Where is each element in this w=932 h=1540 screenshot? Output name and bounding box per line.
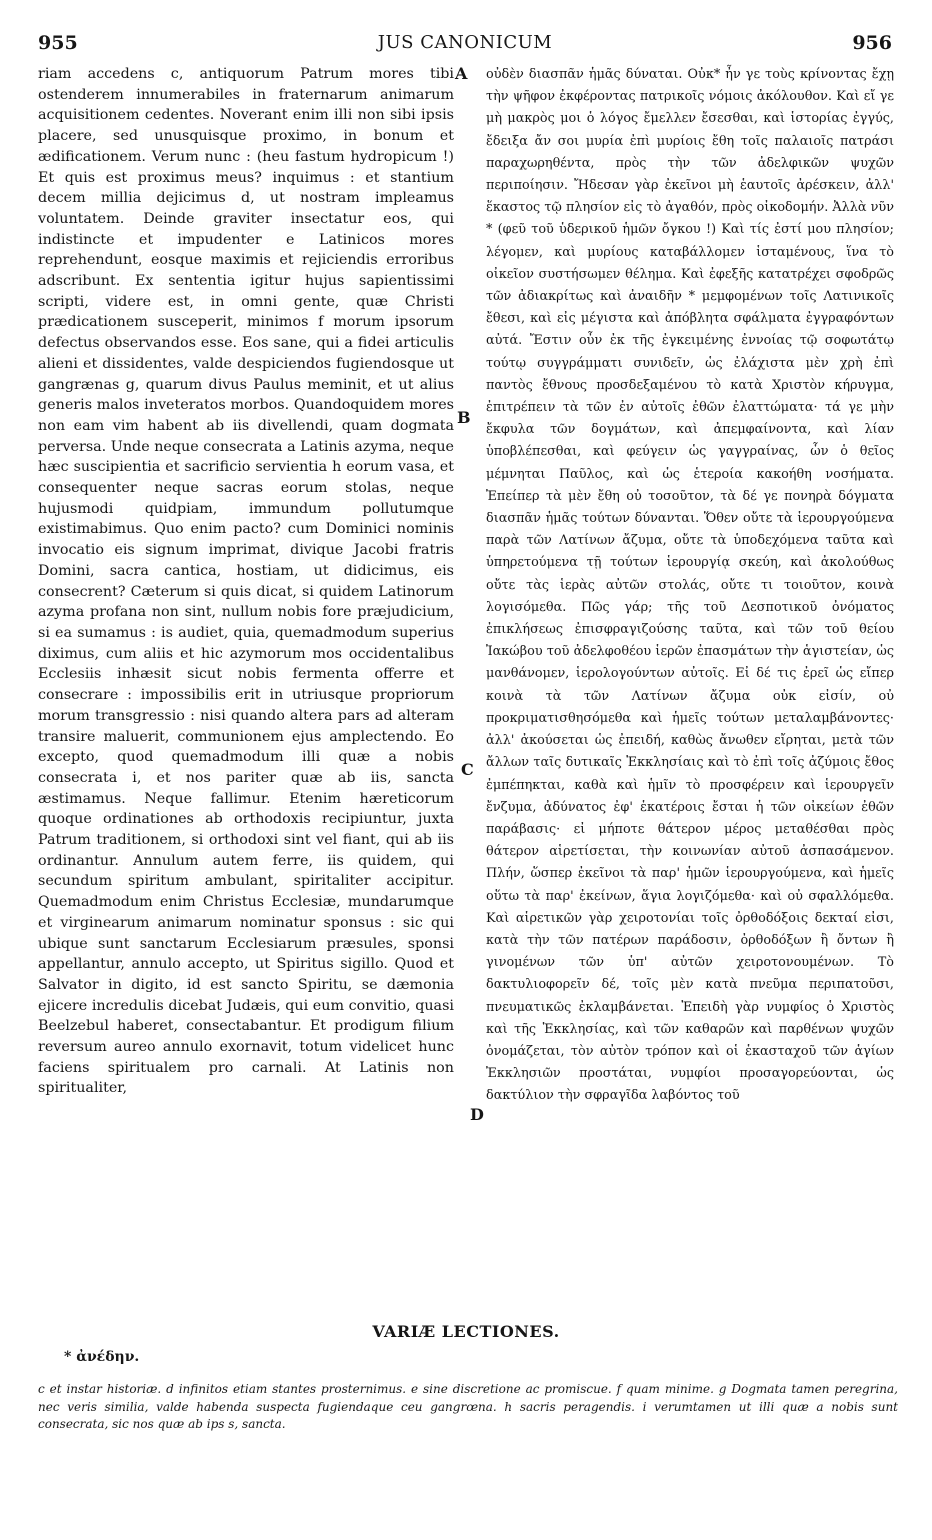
- latin-variant-notes: c et instar historiæ. d infinitos etiam stantes prosternimus. e sine discretione ac promiscue. f quam minime. g Dogmata tamen peregrina, nec veris similia, valde habenda suspecta fugiendaque ceu gangrœna. h sacris peragendis. i verumtamen ut illi quæ a nobis sunt consecrata, sic nos quæ ab ips s, sancta.: [38, 1382, 898, 1431]
- page-number-right: 956: [852, 32, 892, 54]
- latin-column: [38, 64, 454, 1312]
- greek-variant-note: * ἀνέδην.: [64, 1349, 140, 1365]
- page-header: [38, 30, 892, 54]
- greek-text: οὐδὲν διασπᾶν ἡμᾶς δύναται. Οὐκ* ἦν γε τοὺς κρίνοντας ἔχῃ τὴν ψῆφον ἐκφέροντας πατρικοῖς νόμοις ἀκόλουθον. Καὶ εἴ γε μὴ μακρὸς μοι ὁ λόγος ἔμελλεν ἔσεσθαι, καὶ ἱστορίας ἐγγύς, ἔδειξα ἄν σοι μυρία ἐπὶ μυρίοις ἔθη τοῖς παλαιοῖς πατράσι παραχωρηθέντα, πρὸς τὴν τῶν ἀδελφικῶν ψυχῶν περιποίησιν. Ἤδεσαν γὰρ ἐκεῖνοι μὴ ἑαυτοῖς ἀρέσκειν, ἀλλ' ἕκαστος τῷ πλησίον εἰς τὸ ἀγαθόν, πρὸς οἰκοδομήν. Ἀλλὰ νῦν * (φεῦ τοῦ ὑδερικοῦ ἡμῶν ὄγκου !) Καὶ τίς ἐστί μου πλησίον; λέγομεν, καὶ μυρίους καταβάλλομεν ἱσταμένους, ἵνα τὸ οἰκεῖον συστήσωμεν θέλημα. Καὶ ἐφεξῆς κατατρέχει σφοδρῶς τῶν ἀδιακρίτως καὶ ἀναιδῆν * μεμφομένων τοῖς Λατινικοῖς ἔθεσι, καὶ εἰς μέγιστα καὶ ἀπόβλητα σφάλματα ἐγγραφόντων αὐτά. Ἔστιν οὖν ἐκ τῆς ἐγκειμένης ἐννοίας τῷ σοφωτάτῳ τούτῳ συγγράμματι συνιδεῖν, ὡς ἐλάχιστα μὲν χρὴ ἐπὶ παντὸς ἔθνους προσδεξαμένου τὸ κατὰ Χριστὸν κήρυγμα, ἐπιτρέπειν τὰ τῶν ἐν αὐτοῖς ἐθῶν ἐλαττώματα· τά γε μὴν ἔκφυλα τῶν δογμάτων, καὶ ἀπεμφαίνοντα, καὶ λίαν ὑποβλέπεσθαι, καὶ φεύγειν ὡς γαγγραίνας, ὧν ὁ θεῖος μέμνηται Παῦλος, καὶ ὡς ἑτεροία κακοήθη νοσήματα. Ἐπείπερ τὰ μὲν ἔθη οὐ τοσοῦτον, τὰ δέ γε πονηρὰ δόγματα διασπᾶν ἡμᾶς τούτων δύνανται. Ὅθεν οὔτε τὰ ἱερουργούμενα παρὰ τῶν Λατίνων ἄζυμα, οὔτε τὰ ὑποδεχόμενα ταῦτα καὶ ὑπηρετούμενα τῇ τούτων ἱερουργίᾳ σκεύη, καὶ ἀκολούθως οὔτε τὰς ἱερὰς αὐτῶν στολάς, οὔτε τι τοιοῦτον, κοινὰ λογισόμεθα. Πῶς γάρ; τῆς τοῦ Δεσποτικοῦ ὀνόματος ἐπικλήσεως ἐπισφραγιζούσης ταῦτα, καὶ τῶν τοῦ θείου Ἰακώβου τοῦ ἀδελφοθέου ἱερῶν ἐπασμάτων τὴν ἁγιστείαν, ὡς μανθάνομεν, ἱερολογούντων αὐτοῖς. Εἰ δέ τις ἐρεῖ ὡς εἴπερ κοινὰ τὰ τῶν Λατίνων ἄζυμα οὐκ εἰσίν, οὐ προκριματισθησόμεθα καὶ ἡμεῖς τούτων μεταλαμβάνοντες· ἀλλ' ἀκούσεται ὡς ἐπειδή, καθὼς ἄνωθεν εἴρηται, μετὰ τῶν ἄλλων ταῖς δυτικαῖς Ἐκκλησίαις καὶ τὸ ἐπὶ τοῖς ἀζύμοις ἔθος ἐμπέπηκται, καθὰ καὶ ἡμῖν τὸ προσφέρειν καὶ ἱερουργεῖν ἔνζυμα, ἀδύνατος ἐφ' ἑκατέροις ἔσται ἡ τῶν οἰκείων ἐθῶν παράβασις· εἰ μήποτε θάτερον μέρος μεταθέσθαι πρὸς θάτερον αἱρετίσεται, τὴν κοινωνίαν αὐτοῦ ἀσπασάμενον. Πλήν, ὥσπερ ἐκεῖνοι τὰ παρ' ἡμῶν ἱερουργούμενα, καὶ ἡμεῖς οὕτω τὰ παρ' ἐκείνων, ἅγια λογιζόμεθα· καὶ οὐ σφαλλόμεθα. Καὶ αἱρετικῶν γὰρ χειροτονίαι τοῖς ὀρθοδόξοις δεκταί εἰσι, κατὰ τὴν τῶν πατέρων παράδοσιν, ὀρθοδόξων ἢ ὄντων ἢ γινομένων τῶν ὑπ' αὐτῶν χειροτονουμένων. Τὸ δακτυλιοφορεῖν δέ, τοῖς μὲν κατὰ πνεῦμα περιπατοῦσι, πνευματικῶς ἐκλαμβάνεται. Ἐπειδὴ γὰρ νυμφίος ὁ Χριστὸς καὶ τῆς Ἐκκλησίας, καὶ τῶν καθαρῶν καὶ παρθένων ψυχῶν ὀνομάζεται, τὸν αὐτὸν τρόπον καὶ οἱ ἑκασταχοῦ τῶν ἁγίων Ἐκκλησιῶν προστάται, νυμφίοι προσαγορεύονται, ὡς δακτύλιον τὴν σφραγῖδα λαβόντος τοῦ: [486, 67, 894, 1104]
- running-title: JUS CANONICUM: [377, 32, 553, 53]
- variae-lectiones-title: VARIÆ LECTIONES.: [372, 1322, 560, 1341]
- page-number-left: 955: [38, 32, 78, 54]
- margin-marker-d: D: [470, 1105, 484, 1124]
- margin-marker-c: C: [461, 760, 474, 779]
- greek-column: [486, 64, 894, 1312]
- margin-marker-b: B: [457, 408, 471, 427]
- margin-marker-a: A: [455, 64, 468, 83]
- latin-text: riam accedens c, antiquorum Patrum mores tibi ostenderem innumerabiles in fraternarum animarum acquisitionem cedentes. Noverant enim illi non sibi ipsis placere, sed unusquisque proximo, in bonum et ædificationem. Verum nunc : (heu fastum hydropicum !) Et quis est proximus meus? inquimus : et stantium decem millia dejicimus d, ut nostram impleamus voluntatem. Deinde graviter insectatur eos, qui indistincte et impudenter e Latinicos mores reprehendunt, eosque maximis et rejiciendis erroribus adscribunt. Ex sententia igitur hujus sapientissimi scripti, videre est, in omni gente, quæ Christi prædicationem susceperit, minimos f morum ipsorum defectus observandos esse. Eos sane, qui a fidei articulis alieni et dissidentes, valde despiciendos fugiendosque ut gangrænas g, quarum divus Paulus meminit, et ut alius generis malos inveteratos morbos. Quandoquidem mores non eam vim habent ab iis divellendi, quam dogmata perversa. Unde neque consecrata a Latinis azyma, neque hæc suscipientia et sacrificio servientia h eorum vasa, et consequenter neque sacras eorum stolas, neque hujusmodi quidpiam, immundum pollutumque existimabimus. Quo enim pacto? cum Dominici nominis invocatio eis signum imprimat, divique Jacobi fratris Domini, sacra cantica, hostiam, ut didicimus, eis consecrent? Cæterum si quis dicat, si quidem Latinorum azyma profana non sint, nullum nobis fore præjudicium, si ea sumamus : is audiet, quia, quemadmodum superius diximus, cum aliis et hic azymorum mos occidentalibus Ecclesiis inhæsit sicut nobis fermenta offerre et consecrare : impossibilis erit in utriusque propriorum morum transgressio : nisi quando altera pars ad alteram transire maluerit, communionem ejus amplectendo. Eo excepto, quod quemadmodum illi quæ a nobis consecrata i, et nos pariter quæ ab iis, sancta æstimamus. Neque fallimur. Etenim hæreticorum quoque ordinationes ab orthodoxis recipiuntur, juxta Patrum traditionem, si orthodoxi sint vel fiant, qui ab iis ordinantur. Annulum autem ferre, iis quidem, qui secundum spiritum ambulant, spiritaliter accipitur. Quemadmodum enim Christus Ecclesiæ, mundarumque et virginearum animarum nominatur sponsus : sic qui ubique sunt sanctarum Ecclesiarum præsules, sponsi appellantur, annulo accepto, ut Spiritus sigillo. Quod et Salvator in digito, id est sancto Spiritu, se dæmonia ejicere incredulis dicebat Judæis, qui eum convitio, quasi Beelzebul haberet, consectabantur. Et prodigum filium reversum aureo annulo exornavit, totum videlicet hunc faciens spiritualem pro carnali. At Latinis non spiritualiter,: [38, 66, 454, 1097]
